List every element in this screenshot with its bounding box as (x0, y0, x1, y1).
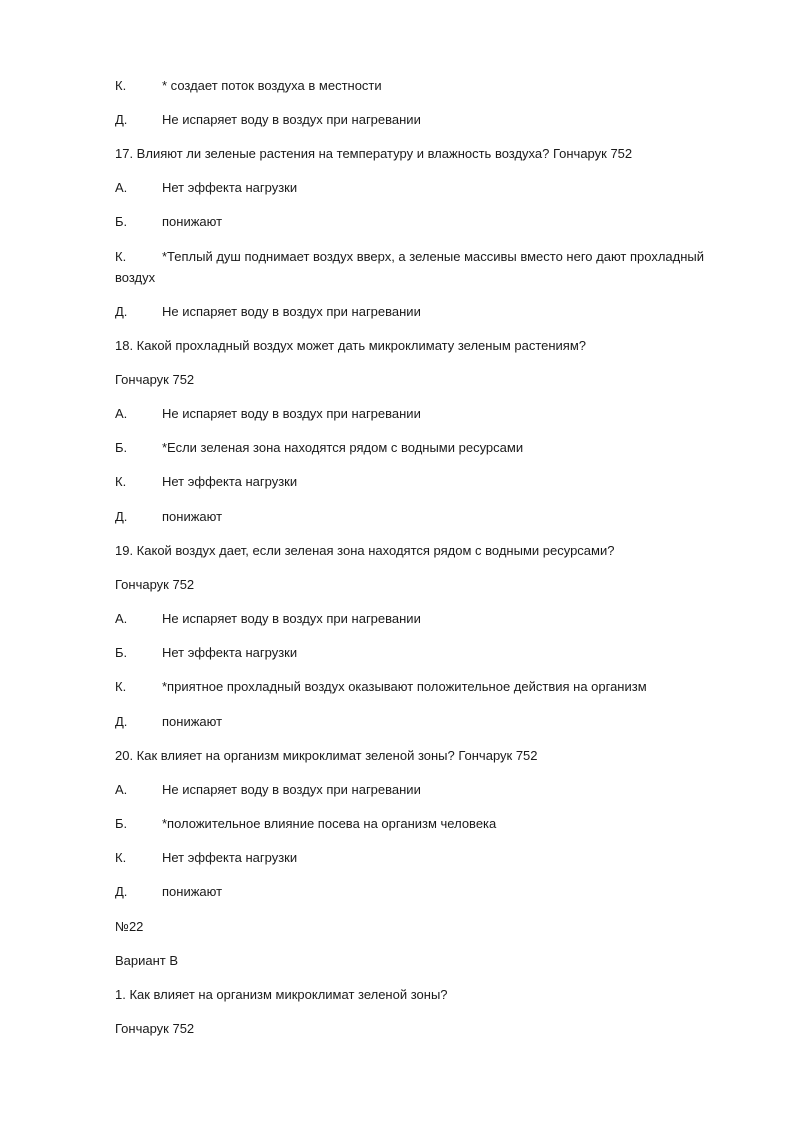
option-letter: Д. (115, 112, 128, 127)
option-letter: Д. (115, 884, 128, 899)
question-text: 19. Какой воздух дает, если зеленая зона находятся рядом с водными ресурсами? (115, 543, 615, 558)
option-text: понижают (162, 214, 223, 229)
source-reference: Гончарук 752 (115, 1021, 195, 1036)
option-text: *приятное прохладный воздух оказывают положительное действия на организм (162, 679, 647, 694)
option-letter: Б. (115, 645, 128, 660)
answer-option (115, 813, 735, 834)
answer-option (115, 177, 735, 198)
answer-option (115, 437, 735, 458)
option-letter: К. (115, 679, 127, 694)
answer-option (115, 403, 735, 424)
option-letter: А. (115, 406, 128, 421)
answer-option (115, 608, 735, 629)
question-text: 17. Влияют ли зеленые растения на температуру и влажность воздуха? Гончарук 752 (115, 146, 633, 161)
option-text: Нет эффекта нагрузки (162, 474, 298, 489)
option-text: *Если зеленая зона находятся рядом с водными ресурсами (162, 440, 524, 455)
answer-option (115, 75, 735, 96)
option-text: Нет эффекта нагрузки (162, 850, 298, 865)
answer-option (115, 109, 735, 130)
option-text: понижают (162, 884, 223, 899)
option-text: *Теплый душ поднимает воздух вверх, а зеленые массивы вместо него дают прохладный воздух (115, 249, 705, 285)
option-letter: Б. (115, 440, 128, 455)
option-letter: К. (115, 850, 127, 865)
option-text: *положительное влияние посева на организм человека (162, 816, 497, 831)
option-text: Нет эффекта нагрузки (162, 645, 298, 660)
answer-option (115, 881, 735, 902)
option-letter: Д. (115, 304, 128, 319)
option-letter: К. (115, 249, 127, 264)
source-reference: Гончарук 752 (115, 577, 195, 592)
option-letter: Д. (115, 509, 128, 524)
option-text: Нет эффекта нагрузки (162, 180, 298, 195)
question-text: 18. Какой прохладный воздух может дать микроклимату зеленым растениям? (115, 338, 587, 353)
option-letter: К. (115, 78, 127, 93)
option-letter: К. (115, 474, 127, 489)
source-reference: Гончарук 752 (115, 372, 195, 387)
option-text: Не испаряет воду в воздух при нагревании (162, 112, 421, 127)
answer-option (115, 642, 735, 663)
option-text: понижают (162, 509, 223, 524)
question-text: 20. Как влияет на организм микроклимат зеленой зоны? Гончарук 752 (115, 748, 538, 763)
answer-option (115, 506, 735, 527)
option-letter: Б. (115, 214, 128, 229)
section-number: №22 (115, 919, 144, 934)
option-letter: Б. (115, 816, 128, 831)
option-text: Не испаряет воду в воздух при нагревании (162, 406, 421, 421)
answer-option (115, 246, 735, 288)
option-text: Не испаряет воду в воздух при нагревании (162, 782, 421, 797)
question-text: 1. Как влияет на организм микроклимат зеленой зоны? (115, 987, 448, 1002)
option-letter: А. (115, 611, 128, 626)
variant-heading: Вариант В (115, 953, 179, 968)
answer-option (115, 847, 735, 868)
option-text: понижают (162, 714, 223, 729)
answer-option (115, 676, 735, 697)
option-text: Не испаряет воду в воздух при нагревании (162, 611, 421, 626)
option-letter: А. (115, 180, 128, 195)
answer-option (115, 711, 735, 732)
answer-option (115, 211, 735, 232)
option-text: * создает поток воздуха в местности (162, 78, 382, 93)
option-letter: Д. (115, 714, 128, 729)
answer-option (115, 471, 735, 492)
option-text: Не испаряет воду в воздух при нагревании (162, 304, 421, 319)
answer-option (115, 301, 735, 322)
option-letter: А. (115, 782, 128, 797)
answer-option (115, 779, 735, 800)
